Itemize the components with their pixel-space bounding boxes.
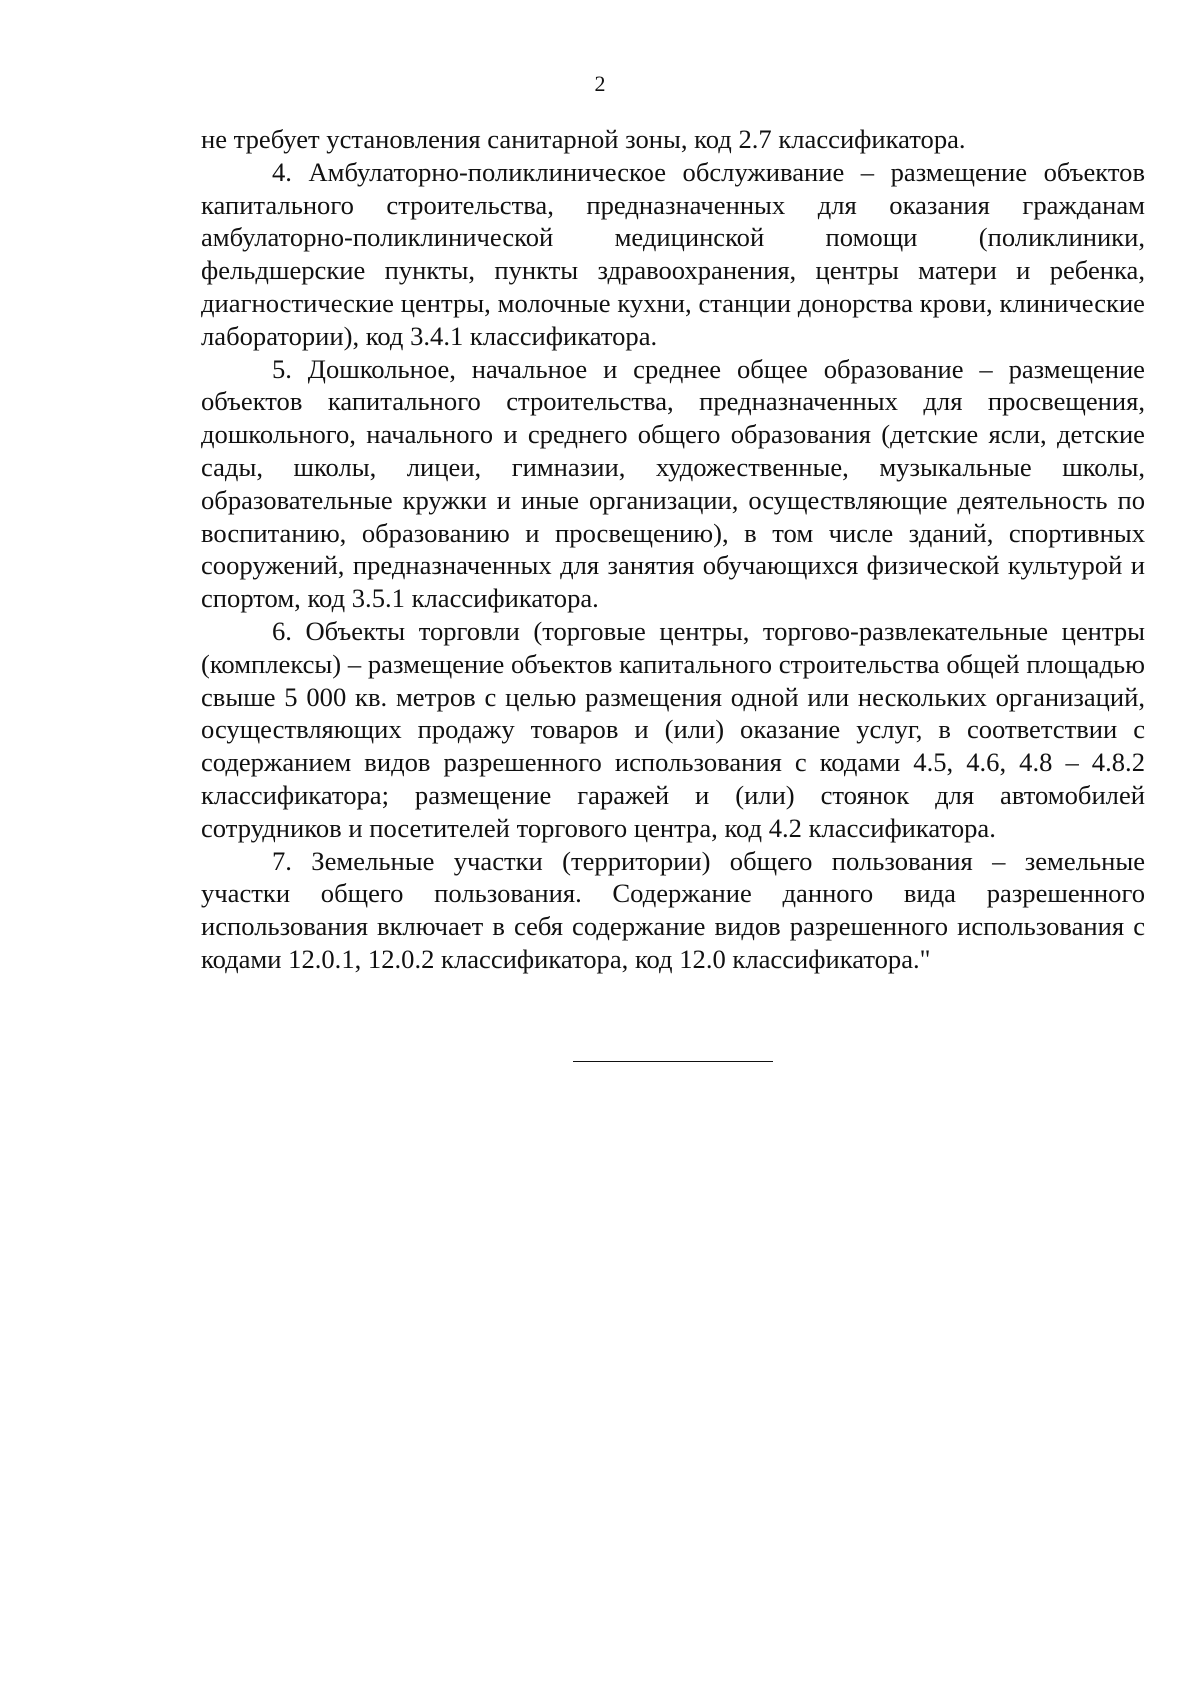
closing-divider-line (573, 1061, 773, 1062)
document-body (201, 123, 1145, 976)
paragraph-item-5: 5. Дошкольное, начальное и среднее общее образование – размещение объектов капитального строительства, предназначенных для просвещения, дошкольного, начального и среднего общего образования (детские ясли, детские сады, школы, лицеи, гимназии, художественные, музыкальные школы, образовательные кружки и иные организации, осуществляющие деятельность по воспитанию, образованию и просвещению), в том числе зданий, спортивных сооружений, предназначенных для занятия обучающихся физической культурой и спортом, код 3.5.1 классификатора. (201, 353, 1145, 614)
paragraph-item-7: 7. Земельные участки (территории) общего пользования – земельные участки общего пользования. Содержание данного вида разрешенного использования включает в себя содержание видов разрешенного использования с кодами 12.0.1, 12.0.2 классификатора, код 12.0 классификатора." (201, 845, 1145, 974)
paragraph-item-6: 6. Объекты торговли (торговые центры, торгово-развлекательные центры (комплексы) – размещение объектов капитального строительства общей площадью свыше 5 000 кв. метров с целью размещения одной или нескольких организаций, осуществляющих продажу товаров и (или) оказание услуг, в соответствии с содержанием видов разрешенного использования с кодами 4.5, 4.6, 4.8 – 4.8.2 классификатора; размещение гаражей и (или) стоянок для автомобилей сотрудников и посетителей торгового центра, код 4.2 классификатора. (201, 615, 1145, 843)
page-number: 2 (594, 71, 606, 96)
paragraph-item-4: 4. Амбулаторно-поликлиническое обслуживание – размещение объектов капитального строительства, предназначенных для оказания гражданам амбулаторно-поликлинической медицинской помощи (поликлиники, фельдшерские пункты, пункты здравоохранения, центры матери и ребенка, диагностические центры, молочные кухни, станции донорства крови, клинические лаборатории), код 3.4.1 классификатора. (201, 156, 1145, 351)
paragraph-continuation: не требует установления санитарной зоны, код 2.7 классификатора. (201, 124, 966, 154)
